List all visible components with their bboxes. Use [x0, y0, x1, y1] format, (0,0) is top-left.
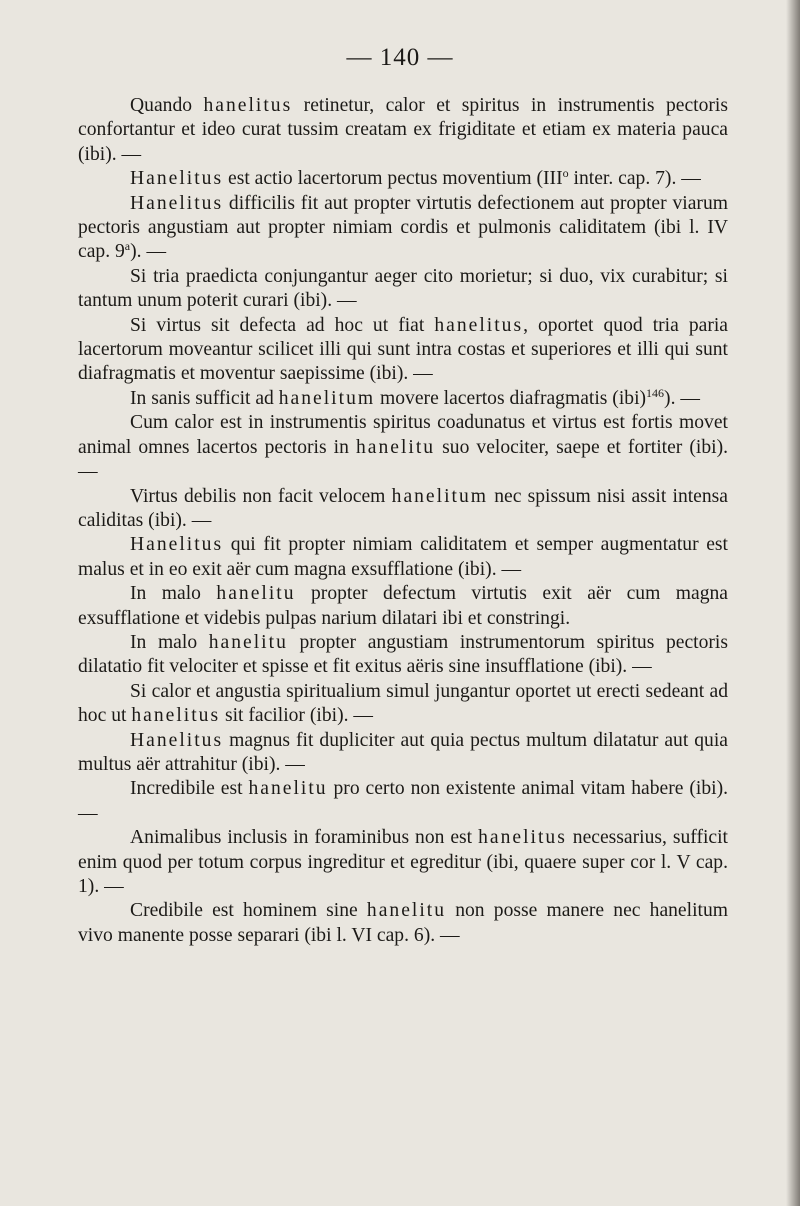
paragraph	[78, 94, 728, 167]
paragraph	[78, 826, 728, 899]
text-segment: Virtus debilis non facit velocem	[130, 485, 392, 507]
spaced-keyword: hanelitu	[208, 631, 288, 653]
spaced-keyword: Hanelitus	[130, 729, 224, 751]
spaced-keyword: hanelitus	[203, 95, 293, 116]
text-segment: Animalibus inclusis in foraminibus non est	[130, 827, 479, 849]
text-segment: pro certo non existente animal vitam habere (ibi). —	[78, 778, 728, 824]
text-segment: inter. cap. 7). —	[568, 168, 701, 190]
text-segment: difficilis fit aut propter virtutis defectionem aut propter viarum pectoris angustiam aut propter nimiam cordis et pulmonis caliditatem (ibi l. IV cap. 9	[78, 192, 728, 263]
text-segment: necessarius, sufficit enim quod per totum corpus ingreditur et egreditur (ibi, quaere super cor l. V cap. 1). —	[78, 827, 728, 897]
paragraph	[78, 314, 728, 387]
page-number: — 140 —	[346, 44, 454, 71]
text-segment: non posse manere nec hanelitum vivo manente posse separari (ibi l. VI cap. 6). —	[78, 900, 728, 946]
paragraph	[78, 485, 728, 534]
text-segment: Incredibile est	[130, 778, 249, 800]
text-segment: propter defectum virtutis exit aër cum magna exsufflatione et videbis pulpas narium dilatari ibi et constringi.	[78, 583, 729, 629]
paragraph	[78, 411, 728, 484]
paragraph	[78, 582, 728, 631]
paragraph	[78, 265, 728, 314]
text-segment: magnus fit dupliciter aut quia pectus multum dilatatur aut quia multus aër attrahitur (ibi). —	[78, 729, 728, 775]
text-segment: movere lacertos diafragmatis (ibi)	[375, 387, 647, 409]
spaced-keyword: hanelitu	[366, 900, 447, 922]
paragraph	[78, 729, 728, 778]
text-segment: Credibile est hominem sine	[130, 900, 367, 922]
text-segment: ). —	[664, 387, 700, 409]
paragraph	[78, 777, 728, 826]
paragraph	[78, 899, 728, 948]
spaced-keyword: hanelitu	[248, 778, 328, 800]
spaced-keyword: Hanelitus	[130, 192, 224, 214]
text-segment: Cum calor est in instrumentis spiritus coadunatus et virtus est fortis movet animal omnes lacertos pectoris in	[78, 412, 728, 458]
text-segment: nec spissum nisi assit intensa caliditas (ibi). —	[78, 485, 728, 531]
spaced-keyword: hanelitum	[391, 485, 488, 507]
paragraph	[78, 680, 728, 729]
text-segment: propter angustiam instrumentorum spiritus pectoris dilatatio fit velociter et spisse et fit exitus aëris sine insufflatione (ibi). —	[78, 631, 728, 678]
spaced-keyword: Hanelitus	[130, 168, 224, 190]
spaced-keyword: hanelitum	[278, 387, 376, 409]
superscript: o	[562, 166, 569, 181]
page-edge-shadow	[786, 0, 800, 1206]
text-segment: Si tria praedicta conjungantur aeger cito morietur; si duo, vix curabitur; si tantum unum poterit curari (ibi). —	[78, 265, 728, 312]
superscript: 146	[646, 385, 665, 400]
text-segment: retinetur, calor et spiritus in instrumentis pectoris confortantur et ideo curat tussim creatam ex frigiditate et etiam ex materia pauca (ibi). —	[78, 95, 728, 165]
spaced-keyword: hanelitu	[355, 436, 436, 458]
text-segment: In malo	[130, 583, 217, 605]
paragraph	[78, 192, 728, 265]
spaced-keyword: hanelitu	[216, 583, 296, 605]
text-segment: In sanis sufficit ad	[130, 387, 279, 409]
spaced-keyword: hanelitus	[131, 705, 221, 727]
text-segment: Si virtus sit defecta ad hoc ut fiat	[130, 314, 435, 336]
text-segment: In malo	[130, 631, 209, 653]
text-segment: est actio lacertorum pectus moventium (III	[223, 168, 563, 190]
spaced-keyword: hanelitus	[434, 314, 524, 336]
paragraph	[78, 387, 728, 411]
spaced-keyword: hanelitus	[478, 827, 567, 849]
text-segment: Quando	[130, 95, 204, 116]
text-segment: qui fit propter nimiam caliditatem et semper augmentatur est malus et in eo exit aër cum magna exsufflatione (ibi). —	[78, 534, 728, 580]
paragraph	[78, 533, 728, 582]
paragraph	[78, 167, 728, 191]
text-segment: , oportet quod tria paria lacertorum moveantur scilicet illi qui sunt intra costas et superiores et illi qui sunt diafragmatis et moventur saepissime (ibi). —	[78, 314, 729, 385]
text-segment: sit facilior (ibi). —	[220, 705, 373, 727]
text-segment: suo velociter, saepe et fortiter (ibi). —	[78, 436, 729, 483]
text-segment: ). —	[130, 241, 167, 263]
spaced-keyword: Hanelitus	[130, 534, 224, 556]
text-segment: Si calor et angustia spiritualium simul jungantur oportet ut erecti sedeant ad hoc ut	[78, 680, 728, 727]
body-text	[78, 94, 728, 948]
superscript: a	[124, 239, 131, 254]
paragraph	[78, 631, 728, 680]
